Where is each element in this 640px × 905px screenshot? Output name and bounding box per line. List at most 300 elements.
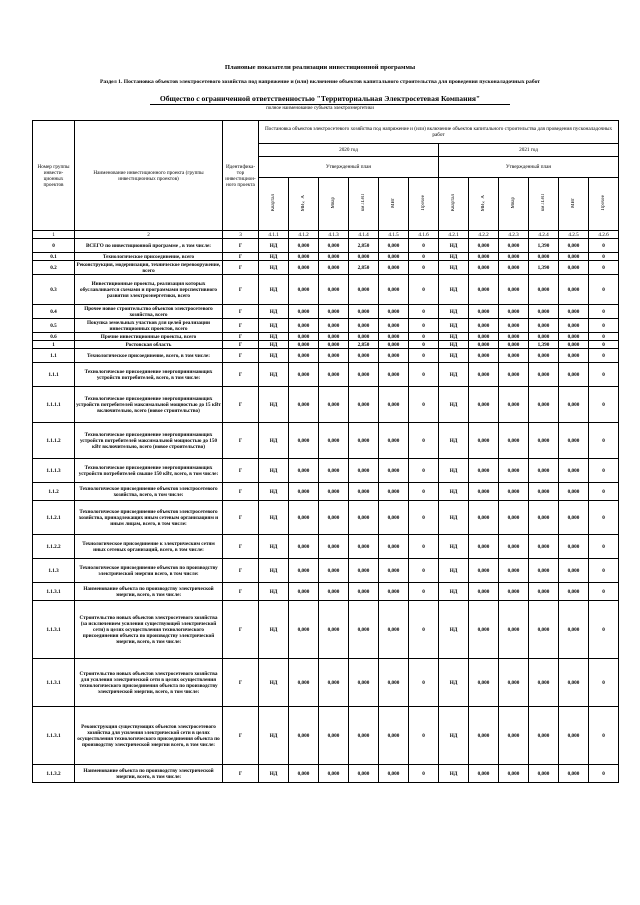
header-sub-label: Прочее: [420, 195, 426, 211]
row-value: 0: [409, 253, 439, 261]
row-value: 0,000: [319, 305, 349, 319]
row-value: НД: [439, 305, 469, 319]
row-value: НД: [439, 583, 469, 601]
row-value: 0,000: [499, 349, 529, 363]
row-value: 0,000: [289, 333, 319, 341]
row-value: 0,000: [529, 333, 559, 341]
row-value: 0,000: [289, 319, 319, 333]
row-value: 0,000: [349, 459, 379, 483]
header-sub-label: МВт: [390, 198, 396, 208]
table-row: [33, 305, 619, 319]
row-value: 0,000: [499, 319, 529, 333]
row-value: 0,000: [559, 319, 589, 333]
column-number: 1: [33, 231, 75, 239]
row-project-name: Реконструкция существующих объектов электросетевого хозяйства для усиления электрической сети в целях осуществления технологического присоединения объекта по производству электрической энергии всего, в том числе:: [75, 707, 223, 765]
row-value: 0,000: [289, 459, 319, 483]
row-project-id: Г: [223, 253, 259, 261]
row-value: 0,000: [349, 387, 379, 423]
table-row: [33, 707, 619, 765]
row-value: 0: [409, 387, 439, 423]
row-project-id: Г: [223, 319, 259, 333]
column-number: 4.1.3: [319, 231, 349, 239]
row-value: 0,000: [499, 261, 529, 275]
row-project-id: Г: [223, 535, 259, 559]
row-group-number: 1.1.2.1: [33, 501, 75, 535]
row-value: 0: [589, 583, 619, 601]
row-value: НД: [259, 319, 289, 333]
row-value: 0: [409, 305, 439, 319]
row-value: 0,000: [529, 559, 559, 583]
row-value: 0,000: [289, 261, 319, 275]
column-number: 4.2.2: [469, 231, 499, 239]
row-value: НД: [259, 459, 289, 483]
row-value: 0,000: [559, 253, 589, 261]
header-sub-label: МВ×А: [300, 194, 306, 212]
row-project-id: Г: [223, 559, 259, 583]
row-value: НД: [259, 341, 289, 349]
table-row: [33, 483, 619, 501]
row-value: 2,850: [349, 261, 379, 275]
row-value: 0,000: [289, 765, 319, 783]
table-row: [33, 559, 619, 583]
column-number: 2: [75, 231, 223, 239]
row-value: 0,000: [559, 483, 589, 501]
row-value: 0,000: [469, 341, 499, 349]
row-group-number: 0.1: [33, 253, 75, 261]
row-value: 0: [409, 583, 439, 601]
row-value: 0,000: [319, 459, 349, 483]
organization-underline: [150, 104, 510, 105]
row-group-number: 0.5: [33, 319, 75, 333]
row-value: 0,000: [379, 583, 409, 601]
column-number: 4.1.2: [289, 231, 319, 239]
row-value: НД: [439, 253, 469, 261]
table-row: [33, 363, 619, 387]
header-sub-col: [559, 178, 589, 231]
row-value: 0,000: [469, 349, 499, 363]
row-value: 0,000: [529, 363, 559, 387]
row-group-number: 1.1.1.1: [33, 387, 75, 423]
row-value: 0: [589, 707, 619, 765]
row-value: 0,000: [559, 387, 589, 423]
row-value: 0,000: [379, 765, 409, 783]
row-value: 0,000: [499, 363, 529, 387]
row-value: НД: [439, 363, 469, 387]
header-sub-label: км ЛЭП: [540, 194, 546, 212]
header-sub-col: [379, 178, 409, 231]
header-sub-col: [409, 178, 439, 231]
header-group-number: Номер группы инвести-ционных проектов: [33, 121, 75, 231]
row-project-name: Технологическое присоединение объектов электросетевого хозяйства, принадлежащих иным сетевым организациям и иным лицам, всего, в том числе:: [75, 501, 223, 535]
row-project-id: Г: [223, 765, 259, 783]
row-group-number: 1.1.1.2: [33, 423, 75, 459]
row-value: 0,000: [319, 583, 349, 601]
row-group-number: 1.1: [33, 349, 75, 363]
row-project-name: Технологическое присоединение, всего, в том числе:: [75, 349, 223, 363]
row-value: 0,000: [559, 275, 589, 305]
row-value: 0: [589, 275, 619, 305]
row-group-number: 1.1.1: [33, 363, 75, 387]
row-value: 0,000: [469, 601, 499, 659]
row-value: НД: [259, 275, 289, 305]
row-value: 0,000: [289, 501, 319, 535]
column-number: 4.1.6: [409, 231, 439, 239]
row-value: НД: [439, 423, 469, 459]
row-value: 0,000: [379, 333, 409, 341]
row-project-name: Строительство новых объектов электросетевого хозяйства (за исключением усиления существующей электрической сети) в целях осуществления технологического присоединения объекта по производству электрической энергии, всего, в том числе:: [75, 601, 223, 659]
row-value: 0,000: [379, 423, 409, 459]
row-group-number: 0.4: [33, 305, 75, 319]
row-value: 0: [409, 459, 439, 483]
row-value: НД: [439, 559, 469, 583]
row-value: 0,000: [379, 261, 409, 275]
row-value: 0,000: [469, 423, 499, 459]
row-value: 0,000: [559, 707, 589, 765]
row-value: 0,000: [469, 535, 499, 559]
row-project-name: Технологическое присоединение, всего: [75, 253, 223, 261]
row-group-number: 0: [33, 239, 75, 253]
row-project-id: Г: [223, 363, 259, 387]
row-value: 0,000: [469, 387, 499, 423]
row-value: 0,000: [349, 275, 379, 305]
row-value: 0: [409, 319, 439, 333]
column-number: 4.2.3: [499, 231, 529, 239]
row-value: 0,000: [289, 659, 319, 707]
row-value: 0,000: [499, 583, 529, 601]
row-value: 0,000: [319, 659, 349, 707]
row-value: 0: [589, 239, 619, 253]
row-value: 0,000: [319, 765, 349, 783]
row-value: 0: [589, 253, 619, 261]
column-number: 3: [223, 231, 259, 239]
row-group-number: 1.1.3.1: [33, 659, 75, 707]
row-project-id: Г: [223, 305, 259, 319]
row-value: 0,000: [499, 239, 529, 253]
row-value: 0,000: [529, 707, 559, 765]
row-project-name: Ростовская область: [75, 341, 223, 349]
header-sub-col: [499, 178, 529, 231]
row-value: 0,000: [499, 501, 529, 535]
row-value: 0: [409, 765, 439, 783]
row-value: НД: [259, 559, 289, 583]
row-project-name: Инвестиционные проекты, реализация которых обуславливается схемами и программами перспективного развития электроэнергетики, всего: [75, 275, 223, 305]
row-value: 2,850: [349, 341, 379, 349]
row-value: 0,000: [529, 387, 559, 423]
row-value: НД: [259, 501, 289, 535]
row-value: 0,000: [469, 305, 499, 319]
row-value: НД: [259, 261, 289, 275]
row-value: 0,000: [349, 363, 379, 387]
row-value: 0,000: [319, 341, 349, 349]
row-value: НД: [259, 239, 289, 253]
row-value: 0,000: [559, 333, 589, 341]
header-plan-2020: Утвержденный план: [259, 157, 439, 178]
row-group-number: 1: [33, 341, 75, 349]
row-value: 0,000: [379, 253, 409, 261]
row-group-number: 0.2: [33, 261, 75, 275]
row-value: 0: [589, 659, 619, 707]
row-project-name: Наименование объекта по производству электрической энергии, всего, в том числе:: [75, 765, 223, 783]
row-value: 0,000: [379, 363, 409, 387]
row-value: 0,000: [529, 601, 559, 659]
row-value: 0,000: [319, 253, 349, 261]
column-number: 4.1.5: [379, 231, 409, 239]
row-value: 0,000: [559, 305, 589, 319]
row-value: 0: [409, 535, 439, 559]
table-row: [33, 275, 619, 305]
row-value: 0,000: [289, 341, 319, 349]
row-value: 0: [589, 501, 619, 535]
row-value: НД: [439, 319, 469, 333]
row-project-name: Технологическое присоединение объектов электросетевого хозяйства, всего, в том числе:: [75, 483, 223, 501]
table-row: [33, 341, 619, 349]
row-value: 0,000: [469, 239, 499, 253]
header-span: Постановка объектов электросетевого хозяйства под напряжение и (или) включение объектов капитального строительства для проведения пусконаладочных работ: [259, 121, 619, 144]
row-value: НД: [439, 501, 469, 535]
header-sub-label: Квартал: [450, 194, 456, 212]
row-value: НД: [439, 659, 469, 707]
table-row: [33, 239, 619, 253]
row-value: 0,000: [319, 239, 349, 253]
row-value: 0,000: [529, 765, 559, 783]
row-value: 0,000: [469, 765, 499, 783]
row-project-name: Технологическое присоединение объектов по производству электрической энергии всего, в том числе:: [75, 559, 223, 583]
row-value: НД: [439, 239, 469, 253]
row-value: 0,000: [559, 423, 589, 459]
column-number: 4.1.4: [349, 231, 379, 239]
row-value: 0,000: [289, 349, 319, 363]
row-value: НД: [259, 765, 289, 783]
row-group-number: 1.1.3.1: [33, 601, 75, 659]
table-row: [33, 535, 619, 559]
table-row: [33, 659, 619, 707]
organization-name: Общество с ограниченной ответственностью "Территориальная Электросетевая Компания": [159, 94, 481, 103]
row-value: 0: [589, 423, 619, 459]
row-value: 0,000: [469, 583, 499, 601]
header-sub-label: МВ×А: [480, 194, 486, 212]
row-value: 1,390: [529, 341, 559, 349]
header-sub-label: Прочее: [600, 195, 606, 211]
row-value: НД: [439, 275, 469, 305]
row-value: 0,000: [499, 305, 529, 319]
row-value: 0,000: [469, 459, 499, 483]
row-value: 0,000: [499, 387, 529, 423]
row-group-number: 1.1.3.2: [33, 765, 75, 783]
row-value: 0: [589, 559, 619, 583]
row-value: 0,000: [319, 423, 349, 459]
row-value: 0: [409, 601, 439, 659]
row-project-name: Прочее новое строительство объектов электросетевого хозяйства, всего: [75, 305, 223, 319]
row-value: 0,000: [349, 601, 379, 659]
row-value: 0,000: [559, 583, 589, 601]
row-value: 0,000: [499, 765, 529, 783]
row-value: 0: [589, 319, 619, 333]
row-value: 0,000: [349, 483, 379, 501]
row-value: 0: [589, 261, 619, 275]
column-number: 4.2.1: [439, 231, 469, 239]
row-project-name: Технологическое присоединение к электрическим сетям иных сетевых организаций, всего, в том числе:: [75, 535, 223, 559]
row-value: 1,390: [529, 261, 559, 275]
row-value: НД: [439, 707, 469, 765]
row-value: 0: [409, 423, 439, 459]
row-value: 0,000: [499, 535, 529, 559]
header-plan-2021: Утвержденный план: [439, 157, 619, 178]
row-value: 0,000: [319, 387, 349, 423]
row-value: 0,000: [559, 341, 589, 349]
row-value: 0,000: [559, 261, 589, 275]
row-project-id: Г: [223, 707, 259, 765]
row-value: 0,000: [319, 275, 349, 305]
row-value: 0,000: [289, 275, 319, 305]
row-value: 0,000: [559, 535, 589, 559]
row-value: 0,000: [499, 659, 529, 707]
header-sub-col: [349, 178, 379, 231]
row-project-id: Г: [223, 601, 259, 659]
table-row: [33, 253, 619, 261]
row-value: 0,000: [499, 707, 529, 765]
row-value: 0,000: [469, 319, 499, 333]
row-group-number: 1.1.3.1: [33, 583, 75, 601]
row-value: НД: [259, 387, 289, 423]
header-sub-label: Квартал: [270, 194, 276, 212]
row-value: 0,000: [529, 305, 559, 319]
row-value: 0,000: [349, 349, 379, 363]
row-value: НД: [259, 349, 289, 363]
table-row: [33, 261, 619, 275]
row-project-id: Г: [223, 659, 259, 707]
row-value: 0: [589, 333, 619, 341]
row-value: 0,000: [379, 483, 409, 501]
row-value: 0,000: [499, 559, 529, 583]
row-value: 0,000: [319, 319, 349, 333]
row-value: 0: [589, 363, 619, 387]
row-project-id: Г: [223, 483, 259, 501]
row-group-number: 1.1.3.1: [33, 707, 75, 765]
header-sub-label: МВт: [570, 198, 576, 208]
row-value: 0: [409, 333, 439, 341]
row-value: 1,390: [529, 239, 559, 253]
row-value: НД: [259, 659, 289, 707]
row-value: 0,000: [469, 253, 499, 261]
row-value: 0,000: [559, 659, 589, 707]
row-value: 0,000: [379, 305, 409, 319]
row-value: НД: [259, 253, 289, 261]
row-value: 0,000: [469, 275, 499, 305]
row-project-name: Покупка земельных участков для целей реализации инвестиционных проектов, всего: [75, 319, 223, 333]
row-value: 0: [409, 275, 439, 305]
row-value: 0,000: [529, 583, 559, 601]
row-value: 0,000: [289, 707, 319, 765]
row-value: 0: [589, 341, 619, 349]
row-project-id: Г: [223, 459, 259, 483]
row-value: НД: [439, 459, 469, 483]
row-value: 0,000: [469, 483, 499, 501]
row-project-id: Г: [223, 583, 259, 601]
row-value: 0,000: [289, 363, 319, 387]
row-project-id: Г: [223, 349, 259, 363]
row-value: 0,000: [529, 501, 559, 535]
row-value: 0,000: [289, 583, 319, 601]
row-value: НД: [259, 601, 289, 659]
row-value: 0,000: [349, 659, 379, 707]
row-value: 0,000: [349, 535, 379, 559]
row-value: 0,000: [499, 333, 529, 341]
row-value: НД: [259, 333, 289, 341]
row-value: 0,000: [319, 601, 349, 659]
row-value: 0,000: [499, 275, 529, 305]
row-value: 0,000: [559, 601, 589, 659]
row-value: 0,000: [469, 659, 499, 707]
row-value: 0,000: [349, 305, 379, 319]
row-value: 0,000: [559, 363, 589, 387]
table-row: [33, 319, 619, 333]
row-value: НД: [439, 483, 469, 501]
row-value: 0,000: [379, 501, 409, 535]
row-value: 0,000: [289, 483, 319, 501]
row-value: 0,000: [349, 333, 379, 341]
row-value: 0,000: [499, 341, 529, 349]
row-value: 0,000: [529, 275, 559, 305]
table-row: [33, 601, 619, 659]
row-project-name: Технологическое присоединение энергопринимающих устройств потребителей максимальной мощностью до 15 кВт включительно, всего (новое строительство): [75, 387, 223, 423]
row-value: 0,000: [349, 253, 379, 261]
row-value: 0,000: [469, 333, 499, 341]
row-value: НД: [259, 423, 289, 459]
row-value: 0,000: [319, 261, 349, 275]
row-project-name: Строительство новых объектов электросетевого хозяйства для усиления электрической сети в целях осуществления технологического присоединения объекта по производству электрической энергии, всего, в том числе:: [75, 659, 223, 707]
row-value: 0,000: [349, 765, 379, 783]
row-group-number: 0.6: [33, 333, 75, 341]
header-sub-col: [589, 178, 619, 231]
table-row: [33, 765, 619, 783]
row-value: 0,000: [289, 423, 319, 459]
row-value: 0,000: [559, 765, 589, 783]
row-value: 0,000: [289, 601, 319, 659]
row-value: 0,000: [379, 559, 409, 583]
column-number: 4.2.5: [559, 231, 589, 239]
row-value: НД: [439, 349, 469, 363]
row-project-id: Г: [223, 387, 259, 423]
header-sub-label: км ЛЭП: [360, 194, 366, 212]
row-value: 0,000: [379, 659, 409, 707]
row-value: НД: [259, 535, 289, 559]
row-value: НД: [439, 261, 469, 275]
row-value: 0,000: [469, 707, 499, 765]
table-row: [33, 387, 619, 423]
row-value: 0,000: [379, 275, 409, 305]
row-group-number: 1.1.3: [33, 559, 75, 583]
row-value: 0,000: [379, 341, 409, 349]
row-project-name: Наименование объекта по производству электрической энергии, всего, в том числе:: [75, 583, 223, 601]
row-value: 0,000: [379, 319, 409, 333]
row-project-name: Реконструкция, модернизация, техническое перевооружение, всего: [75, 261, 223, 275]
row-value: 0: [409, 559, 439, 583]
row-value: НД: [259, 483, 289, 501]
header-project-name: Наименование инвестиционного проекта (группы инвестиционных проектов): [75, 121, 223, 231]
header-sub-col: [289, 178, 319, 231]
row-value: 0,000: [529, 459, 559, 483]
row-value: 0,000: [559, 349, 589, 363]
row-group-number: 1.1.2.2: [33, 535, 75, 559]
row-value: 0,000: [529, 483, 559, 501]
row-group-number: 1.1.1.3: [33, 459, 75, 483]
document-title: Плановые показатели реализации инвестиционной программы: [224, 64, 416, 71]
row-value: 0,000: [379, 387, 409, 423]
row-value: 0,000: [559, 559, 589, 583]
row-value: 0,000: [289, 239, 319, 253]
row-value: 0,000: [319, 707, 349, 765]
row-project-name: Технологическое присоединение энергопринимающих устройств потребителей, всего, в том числе:: [75, 363, 223, 387]
